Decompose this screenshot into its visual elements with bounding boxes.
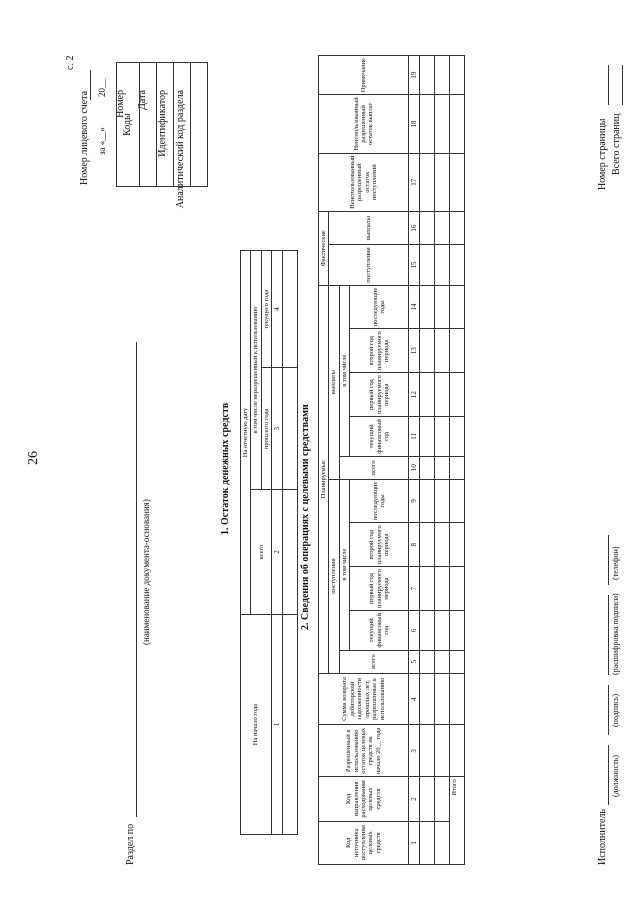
s2-total-cell[interactable] [450,245,465,285]
codes-title: Коды [117,63,140,187]
s2-col-4: 4 [409,673,420,725]
s2-cell[interactable] [420,479,435,523]
s1-col-3: 3 [272,368,283,490]
s2-total-cell[interactable] [450,523,465,567]
s2-total-cell[interactable] [450,95,465,153]
s2-cell[interactable] [435,777,450,821]
s2-cell[interactable] [420,285,435,329]
s2-col-1: 1 [409,821,420,864]
s2-cell[interactable] [420,417,435,457]
s2-total-cell[interactable] [450,417,465,457]
s2-total-cell[interactable] [450,611,465,651]
s2-receivables-return: Сумма возврата дебиторской задолженности прошлых лет, разрешенные к использованию [319,673,409,725]
s2-actual-receipts: поступления [329,245,409,285]
s2-total-cell[interactable] [450,211,465,245]
s2-cell[interactable] [435,479,450,523]
s2-r-subsequent: последующие годы [350,479,409,523]
s2-receipts: поступления [329,479,339,673]
s1-col-4: 4 [272,251,283,368]
s2-total-cell[interactable] [450,285,465,329]
s2-cell[interactable] [420,650,435,673]
s2-cell[interactable] [420,821,435,864]
s2-total-cell[interactable] [450,650,465,673]
s2-cell[interactable] [435,211,450,245]
s1-cell[interactable] [283,490,298,615]
s1-current-year: текущего года [261,251,271,368]
s2-r-second: второй год планируемого периода [350,523,409,567]
s2-unused-permitted: Неиспользованный разрешенный остаток поступлений [319,153,409,211]
s2-cell[interactable] [420,456,435,479]
section1-title: 1. Остаток денежных средств [220,402,231,535]
s2-cell[interactable] [420,245,435,285]
s2-cell[interactable] [420,673,435,725]
decoding-caption: (расшифровка подписи) [611,593,620,675]
s2-total-cell[interactable] [450,725,465,777]
s1-start-of-year: На начало года [241,615,272,835]
s1-permitted: в том числе неразрешенный к использованию [251,251,261,490]
s2-total-cell[interactable] [450,567,465,611]
s2-cell[interactable] [435,523,450,567]
s2-total-cell[interactable] [450,329,465,373]
section2-table [318,55,465,865]
phone-caption: (телефон) [611,546,620,580]
s2-cell[interactable] [435,456,450,479]
s2-p-second: второй год планируемого периода [350,329,409,373]
code-cell-identifier[interactable] [174,63,191,187]
s2-direction-code: Код направления расходования целевых средств [319,777,409,821]
code-cell-date[interactable] [157,63,174,187]
section2-title: 2. Сведения об операциях с целевыми средствами [300,404,311,630]
s2-cell[interactable] [435,153,450,211]
s2-col-18: 18 [409,95,420,153]
s2-p-subsequent: последующие годы [350,285,409,329]
s2-col-14: 14 [409,285,420,329]
s2-col-9: 9 [409,479,420,523]
s2-cell[interactable] [435,673,450,725]
s2-cell[interactable] [435,285,450,329]
s2-col-15: 15 [409,245,420,285]
s2-col-16: 16 [409,211,420,245]
s2-unused-payments: Неиспользованный разрешенный остаток выплат [319,95,409,153]
codes-table [116,62,208,187]
s2-col-5: 5 [409,650,420,673]
page-number: 26 [26,451,41,465]
s1-cell[interactable] [283,368,298,490]
s2-col-13: 13 [409,329,420,373]
s2-planned: Планируемые [319,285,329,673]
section-label: Раздел по [125,823,136,865]
s2-payments: выплаты [329,285,339,479]
code-row-label-analytic: Аналитический код раздела [175,90,186,209]
s2-r-first: первый год планируемого периода [350,567,409,611]
s2-cell[interactable] [435,821,450,864]
s2-cell[interactable] [420,95,435,153]
total-pages-label: Всего страниц [611,113,622,175]
s2-permitted-remainder: Разрешенный к использованию остаток целевых средств на начало 20__ года [319,725,409,777]
account-label: Номер лицевого счета [79,90,90,185]
s2-cell[interactable] [420,611,435,651]
s1-cell[interactable] [283,251,298,368]
s2-col-6: 6 [409,611,420,651]
s2-cell[interactable] [420,373,435,417]
s2-col-12: 12 [409,373,420,417]
s2-cell[interactable] [435,329,450,373]
page-number-label: Номер страницы [597,118,608,190]
s2-total-label: Итого [450,777,465,865]
code-row-label-date: Дата [137,90,148,110]
s1-previous-year: прошлого года [261,368,271,490]
s2-total-cell[interactable] [450,479,465,523]
s2-note: Примечание [319,56,409,95]
s2-cell[interactable] [420,211,435,245]
s2-total-cell[interactable] [450,153,465,211]
s2-cell[interactable] [435,725,450,777]
s2-cell[interactable] [435,567,450,611]
page-label: с. 2 [65,55,76,70]
s2-receipts-in-that: в том числе [339,479,349,650]
s2-actual: Фактические [319,211,329,285]
s2-cell[interactable] [420,153,435,211]
section1-table [240,250,298,835]
s2-cell[interactable] [435,650,450,673]
s2-col-3: 3 [409,725,420,777]
s1-cell[interactable] [283,615,298,835]
s2-col-8: 8 [409,523,420,567]
document-basis-caption: (наименование документа-основания) [141,499,151,645]
s2-total-cell[interactable] [450,456,465,479]
s2-total-cell[interactable] [450,673,465,725]
s2-cell[interactable] [420,777,435,821]
s1-on-reporting-date: На отчетную дату [241,251,251,615]
s2-r-current: текущий финансовый год [350,611,409,651]
s1-col-1: 1 [272,615,283,835]
s2-source-code: Код источника поступления целевых средств [319,821,409,864]
date-prefix: за «__» [97,127,107,155]
s2-total-cell[interactable] [450,56,465,95]
s2-col-17: 17 [409,153,420,211]
s2-actual-payments: выплаты [329,211,409,245]
s2-col-10: 10 [409,456,420,479]
s2-p-current: текущий финансовый год [350,417,409,457]
position-caption: (должность) [611,755,620,797]
code-row-label-number: Номер [115,90,126,118]
s2-cell[interactable] [420,329,435,373]
s2-payments-in-that: в том числе [339,285,349,456]
code-row-label-identifier: Идентификатор [157,90,168,157]
s2-payments-total: всего [339,456,408,479]
s2-cell[interactable] [420,523,435,567]
code-cell-number[interactable] [140,63,157,187]
s2-cell[interactable] [435,95,450,153]
s2-cell[interactable] [420,56,435,95]
s1-total: всего [251,490,272,615]
s2-cell[interactable] [420,725,435,777]
s2-cell[interactable] [420,567,435,611]
s2-cell[interactable] [435,417,450,457]
s2-cell[interactable] [435,611,450,651]
year-label: 20__ [97,79,107,97]
s2-col-11: 11 [409,417,420,457]
s2-col-7: 7 [409,567,420,611]
s1-col-2: 2 [272,490,283,615]
s2-total-cell[interactable] [450,373,465,417]
executor-label: Исполнитель [597,809,608,865]
s2-cell[interactable] [435,373,450,417]
s2-cell[interactable] [435,245,450,285]
s2-receipts-total: всего [339,650,408,673]
s2-col-2: 2 [409,777,420,821]
signature-caption: (подпись) [611,693,620,727]
s2-p-first: первый год планируемого периода [350,373,409,417]
code-cell-analytic[interactable] [191,63,208,187]
s2-cell[interactable] [435,56,450,95]
s2-col-19: 19 [409,56,420,95]
